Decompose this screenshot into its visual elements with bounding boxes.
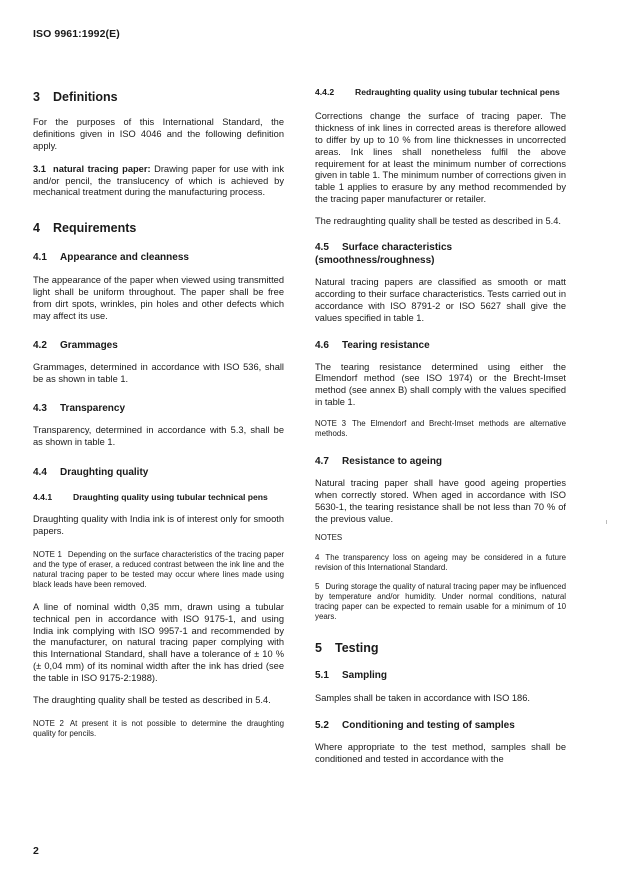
note-4 — [315, 553, 566, 573]
section-5-1-heading — [315, 669, 566, 682]
section-3-heading — [33, 90, 284, 104]
section-4-3-heading — [33, 402, 284, 415]
section-title: Appearance and cleanness — [60, 252, 189, 264]
section-title: Tearing resistance — [342, 339, 430, 351]
section-number: 4.3 — [33, 402, 47, 414]
definitions-intro: For the purposes of this International Standard, the definitions given in ISO 4046 and the following definition apply. — [33, 117, 284, 151]
section-title: Grammages — [60, 339, 118, 351]
definition-number: 3.1 — [33, 163, 46, 174]
section-number: 4.5 — [315, 242, 329, 254]
note-1 — [33, 550, 284, 590]
definition-term: natural tracing paper: — [53, 163, 151, 174]
section-4-4-heading — [33, 466, 284, 479]
note-label: NOTE 2 — [33, 718, 64, 728]
draughting-intro-text: Draughting quality with India ink is of interest only for smooth papers. — [33, 514, 284, 537]
section-title: Requirements — [53, 221, 137, 236]
section-title: Definitions — [53, 90, 118, 104]
section-number: 4.6 — [315, 339, 329, 351]
section-number: 4.7 — [315, 455, 329, 467]
note-2 — [33, 719, 284, 739]
left-column — [33, 87, 284, 739]
note-label: 5 — [315, 582, 320, 592]
section-title: Draughting quality — [60, 467, 149, 479]
section-number: 4.2 — [33, 339, 47, 351]
section-number: 4.4 — [33, 467, 47, 479]
note-label: NOTE 1 — [33, 550, 62, 560]
conditioning-text: Where appropriate to the test method, samples shall be conditioned and tested in accordance with the — [315, 742, 566, 765]
page-number: 2 — [33, 845, 39, 857]
section-number: 5 — [315, 640, 322, 655]
note-text: The Elmendorf and Brecht-Imset methods are alternative methods. — [315, 419, 566, 439]
ageing-text: Natural tracing paper shall have good ageing properties when correctly stored. When aged in accordance with ISO 5630-1, the tearing resistance shall be not less than 70 % of the previous value. — [315, 477, 566, 524]
section-number: 4.4.1 — [33, 492, 53, 503]
section-5-2-heading — [315, 719, 566, 732]
section-number: 4 — [33, 221, 40, 236]
section-title: Sampling — [342, 669, 388, 681]
section-number: 5.1 — [315, 669, 329, 681]
note-label: 4 — [315, 553, 320, 563]
section-4-4-2-heading — [315, 87, 566, 98]
definition-3-1 — [33, 164, 284, 200]
section-4-2-heading — [33, 339, 284, 352]
section-title: Testing — [335, 640, 379, 655]
line-width-text: A line of nominal width 0,35 mm, drawn using a tubular technical pen in accordance with ISO 9175-1, and using India ink complying with ISO 9957-1 and recommended by the manufacturer, on natural tracing paper complying with this International Standard, shall have a tolerance of ± 10 % (± 0,04 mm) of its nominal width after the ink has dried (see the table in ISO 9175-2:1988). — [33, 601, 284, 684]
right-column — [315, 87, 566, 766]
transparency-text: Transparency, determined in accordance with 5.3, shall be as shown in table 1. — [33, 424, 284, 447]
note-3 — [315, 419, 566, 439]
page-header: ISO 9961:1992(E) — [33, 28, 120, 40]
note-text: At present it is not possible to determine the draughting quality for pencils. — [33, 718, 285, 738]
section-title: Draughting quality using tubular technical pens — [73, 492, 268, 503]
section-number: 5.2 — [315, 720, 329, 732]
grammages-text: Grammages, determined in accordance with ISO 536, shall be as shown in table 1. — [33, 361, 284, 384]
section-title: Transparency — [60, 402, 126, 414]
section-4-5-heading — [315, 241, 566, 267]
redraughting-text: Corrections change the surface of tracing paper. The thickness of ink lines in corrected areas is therefore allowed to differ by up to 10 % from line thicknesses in uncorrected areas. Ink lines shall nonetheless fulfil the above requirement for at least the minimum number of corrections given in table 1. The minimum number of corrections given in table 1 applies to erasure by any method recommended by the tracing paper manufacturer or retailer. — [315, 111, 566, 205]
section-4-1-heading — [33, 251, 284, 264]
section-5-heading — [315, 641, 566, 655]
note-5 — [315, 582, 566, 622]
section-4-6-heading — [315, 339, 566, 352]
section-4-7-heading — [315, 455, 566, 468]
notes-label: NOTES — [315, 533, 343, 543]
section-4-4-1-heading — [33, 492, 284, 503]
note-text: During storage the quality of natural tracing paper may be influenced by temperature and/or humidity. Under normal conditions, natural tracing paper can be expected to remain usable for a minimum of 10 years. — [315, 582, 566, 621]
definition-text: Drawing paper for use with ink and/or pencil, the translucency of which is achieved by mechanical treatment during the manufacturing process. — [33, 163, 284, 198]
note-text: Depending on the surface characteristics of the tracing paper and the type of eraser, a reduced contrast between the ink line and the natural tracing paper to be tested may occur where lines made using black leads have been removed. — [33, 550, 285, 589]
draughting-test-text: The draughting quality shall be tested as described in 5.4. — [33, 694, 271, 705]
tearing-text: The tearing resistance determined using either the Elmendorf method (see ISO 1974) or the Brecht-Imset method (see annex B) shall comply with the values specified in table 1. — [315, 361, 566, 408]
section-title: Redraughting quality using tubular technical pens — [355, 87, 560, 97]
section-4-heading — [33, 221, 284, 235]
redraughting-test-text: The redraughting quality shall be tested as described in 5.4. — [315, 216, 562, 227]
section-number: 3 — [33, 90, 40, 104]
note-text: The transparency loss on ageing may be considered in a future revision of this International Standard. — [315, 553, 566, 573]
surface-text: Natural tracing papers are classified as smooth or matt according to their surface characteristics. Tests carried out in accordance with ISO 8791-2 or ISO 5627 shall give the values specified in table 1. — [315, 277, 566, 323]
section-title: Surface characteristics (smoothness/roughness) — [315, 242, 453, 267]
section-title: Resistance to ageing — [342, 455, 443, 467]
margin-mark — [606, 520, 607, 524]
section-number: 4.1 — [33, 252, 47, 264]
note-label: NOTE 3 — [315, 419, 347, 429]
section-title: Conditioning and testing of samples — [342, 720, 515, 732]
appearance-text: The appearance of the paper when viewed using transmitted light shall be uniform throughout. The paper shall be free from dirt spots, wrinkles, pin holes and other defects which may affect its use. — [33, 275, 284, 322]
sampling-text: Samples shall be taken in accordance with ISO 186. — [315, 692, 530, 703]
section-number: 4.4.2 — [315, 87, 335, 97]
